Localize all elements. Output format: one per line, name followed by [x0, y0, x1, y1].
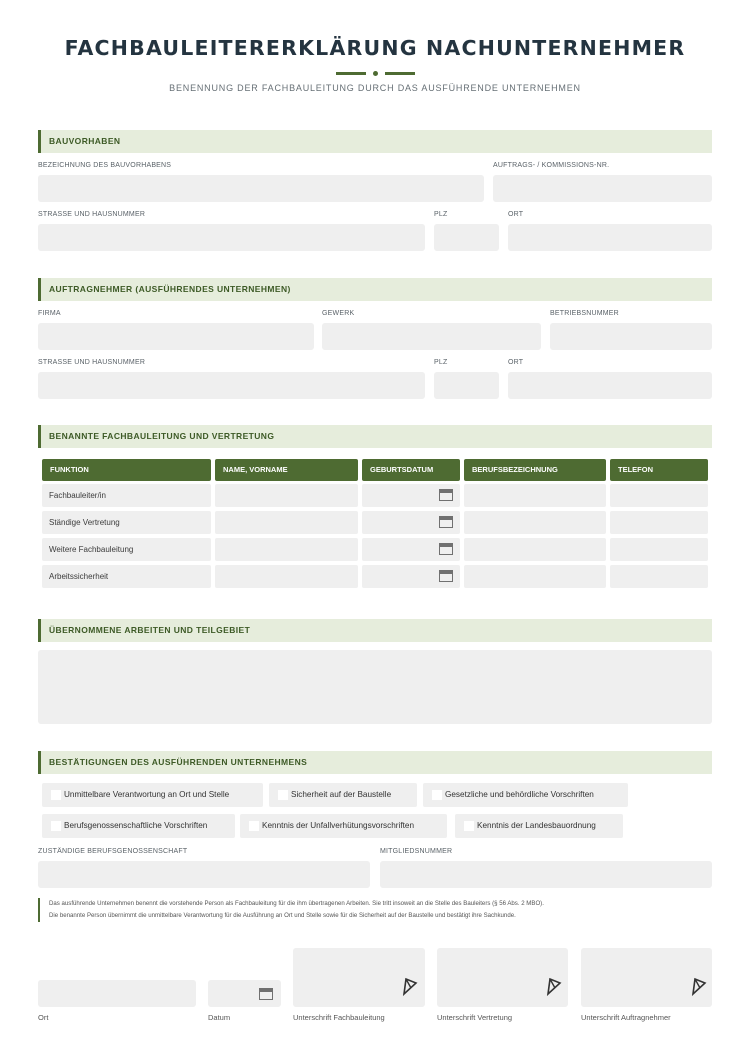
checkbox[interactable] [432, 790, 442, 800]
signature-vertretung-box[interactable] [437, 948, 568, 1007]
bezeichnung-field[interactable] [38, 175, 484, 202]
calendar-icon[interactable] [439, 570, 453, 582]
check-verantwortung[interactable] [42, 783, 263, 807]
telefon-cell[interactable] [610, 565, 708, 588]
title-ornament [0, 68, 750, 78]
name-cell[interactable] [215, 511, 358, 534]
label-bezeichnung: BEZEICHNUNG DES BAUVORHABENS [38, 162, 172, 169]
berufsbezeichnung-cell[interactable] [464, 511, 606, 534]
geburtsdatum-cell[interactable] [362, 538, 460, 561]
check-sicherheit[interactable] [269, 783, 417, 807]
auftragsnummer-field[interactable] [493, 175, 712, 202]
section-auftragnehmer: AUFTRAGNEHMER (AUSFÜHRENDES UNTERNEHMEN) [38, 278, 712, 301]
check-berufsgenossenschaft[interactable] [42, 814, 235, 838]
strasse-an-field[interactable] [38, 372, 425, 399]
label-unterschrift-fachbauleitung: Unterschrift Fachbauleitung [293, 1013, 385, 1022]
betriebsnummer-field[interactable] [550, 323, 712, 350]
check-landesbauordnung[interactable] [455, 814, 623, 838]
geburtsdatum-cell[interactable] [362, 565, 460, 588]
label-datum: Datum [208, 1013, 231, 1022]
check-label: Gesetzliche und behördliche Vorschriften [445, 790, 594, 799]
label-firma: FIRMA [38, 310, 61, 317]
check-label: Berufsgenossenschaftliche Vorschriften [64, 821, 208, 830]
name-cell[interactable] [215, 484, 358, 507]
calendar-icon[interactable] [439, 516, 453, 528]
column-name: NAME, VORNAME [215, 459, 358, 481]
section-fachbauleitung: BENANNTE FACHBAULEITUNG UND VERTRETUNG [38, 425, 712, 448]
page-title: FACHBAULEITERERKLÄRUNG NACHUNTERNEHMER [64, 36, 686, 60]
datum-field[interactable] [208, 980, 281, 1007]
label-plz: PLZ [434, 211, 448, 218]
ort-field[interactable] [508, 224, 712, 251]
label-ort-sign: Ort [38, 1013, 49, 1022]
mitgliedsnummer-field[interactable] [380, 861, 712, 888]
arbeiten-textarea[interactable] [38, 650, 712, 724]
label-berufsgenossenschaft: ZUSTÄNDIGE BERUFSGENOSSENSCHAFT [38, 848, 188, 855]
declaration-line-2: Die benannte Person übernimmt die unmittelbare Verantwortung für die Ausführung an Ort und Stelle sowie für die Sicherheit auf der Baustelle und bestätigt ihre Sachkunde. [49, 912, 516, 919]
signature-auftragnehmer-box[interactable] [581, 948, 712, 1007]
calendar-icon[interactable] [259, 988, 273, 1000]
section-arbeiten: ÜBERNOMMENE ARBEITEN UND TEILGEBIET [38, 619, 712, 642]
form-header [0, 0, 750, 93]
check-label: Kenntnis der Unfallverhütungsvorschriften [262, 821, 415, 830]
berufsbezeichnung-cell[interactable] [464, 484, 606, 507]
column-geburtsdatum: GEBURTSDATUM [362, 459, 460, 481]
pen-icon [691, 976, 707, 996]
declaration-text [38, 898, 712, 922]
label-strasse: STRASSE UND HAUSNUMMER [38, 211, 146, 218]
label-unterschrift-vertretung: Unterschrift Vertretung [437, 1013, 513, 1022]
signature-fachbauleitung-box[interactable] [293, 948, 425, 1007]
pen-icon [546, 976, 562, 996]
berufsgenossenschaft-field[interactable] [38, 861, 370, 888]
plz-an-field[interactable] [434, 372, 499, 399]
geburtsdatum-cell[interactable] [362, 484, 460, 507]
page-subtitle: BENENNUNG DER FACHBAULEITUNG DURCH DAS AUSFÜHRENDE UNTERNEHMEN [169, 83, 581, 93]
label-auftragsnummer: AUFTRAGS- / KOMMISSIONS-NR. [493, 162, 610, 169]
checkbox[interactable] [51, 790, 61, 800]
label-strasse-an: STRASSE UND HAUSNUMMER [38, 359, 146, 366]
declaration-line-1: Das ausführende Unternehmen benennt die vorstehende Person als Fachbauleitung für die ihm übertragenen Arbeiten. Sie tritt insoweit an die Stelle des Bauleiters (§ 56 Abs. 2 MBO). [49, 900, 544, 907]
checkbox[interactable] [51, 821, 61, 831]
strasse-field[interactable] [38, 224, 425, 251]
row-label-vertretung: Ständige Vertretung [42, 511, 211, 534]
column-berufsbezeichnung: BERUFSBEZEICHNUNG [464, 459, 606, 481]
berufsbezeichnung-cell[interactable] [464, 538, 606, 561]
plz-field[interactable] [434, 224, 499, 251]
ort-an-field[interactable] [508, 372, 712, 399]
check-label: Unmittelbare Verantwortung an Ort und Stelle [64, 790, 230, 799]
check-label: Kenntnis der Landesbauordnung [477, 821, 596, 830]
label-betriebsnummer: BETRIEBSNUMMER [550, 310, 619, 317]
column-funktion: FUNKTION [42, 459, 211, 481]
check-unfallverhuetung[interactable] [240, 814, 447, 838]
name-cell[interactable] [215, 565, 358, 588]
label-mitgliedsnummer: MITGLIEDSNUMMER [380, 848, 453, 855]
row-label-weitere: Weitere Fachbauleitung [42, 538, 211, 561]
pen-icon [402, 976, 418, 996]
checkbox[interactable] [249, 821, 259, 831]
checkbox[interactable] [464, 821, 474, 831]
gewerk-field[interactable] [322, 323, 541, 350]
geburtsdatum-cell[interactable] [362, 511, 460, 534]
column-telefon: TELEFON [610, 459, 708, 481]
name-cell[interactable] [215, 538, 358, 561]
calendar-icon[interactable] [439, 543, 453, 555]
check-label: Sicherheit auf der Baustelle [291, 790, 392, 799]
check-vorschriften[interactable] [423, 783, 628, 807]
calendar-icon[interactable] [439, 489, 453, 501]
telefon-cell[interactable] [610, 538, 708, 561]
label-plz-an: PLZ [434, 359, 448, 366]
row-label-arbeitssicherheit: Arbeitssicherheit [42, 565, 211, 588]
ort-sign-field[interactable] [38, 980, 196, 1007]
section-bauvorhaben: BAUVORHABEN [38, 130, 712, 153]
label-gewerk: GEWERK [322, 310, 355, 317]
berufsbezeichnung-cell[interactable] [464, 565, 606, 588]
label-ort: ORT [508, 211, 524, 218]
firma-field[interactable] [38, 323, 314, 350]
label-ort-an: ORT [508, 359, 524, 366]
label-unterschrift-auftragnehmer: Unterschrift Auftragnehmer [581, 1013, 671, 1022]
row-label-fachbauleiter: Fachbauleiter/in [42, 484, 211, 507]
telefon-cell[interactable] [610, 511, 708, 534]
section-bestaetigungen: BESTÄTIGUNGEN DES AUSFÜHRENDEN UNTERNEHMENS [38, 751, 712, 774]
telefon-cell[interactable] [610, 484, 708, 507]
checkbox[interactable] [278, 790, 288, 800]
